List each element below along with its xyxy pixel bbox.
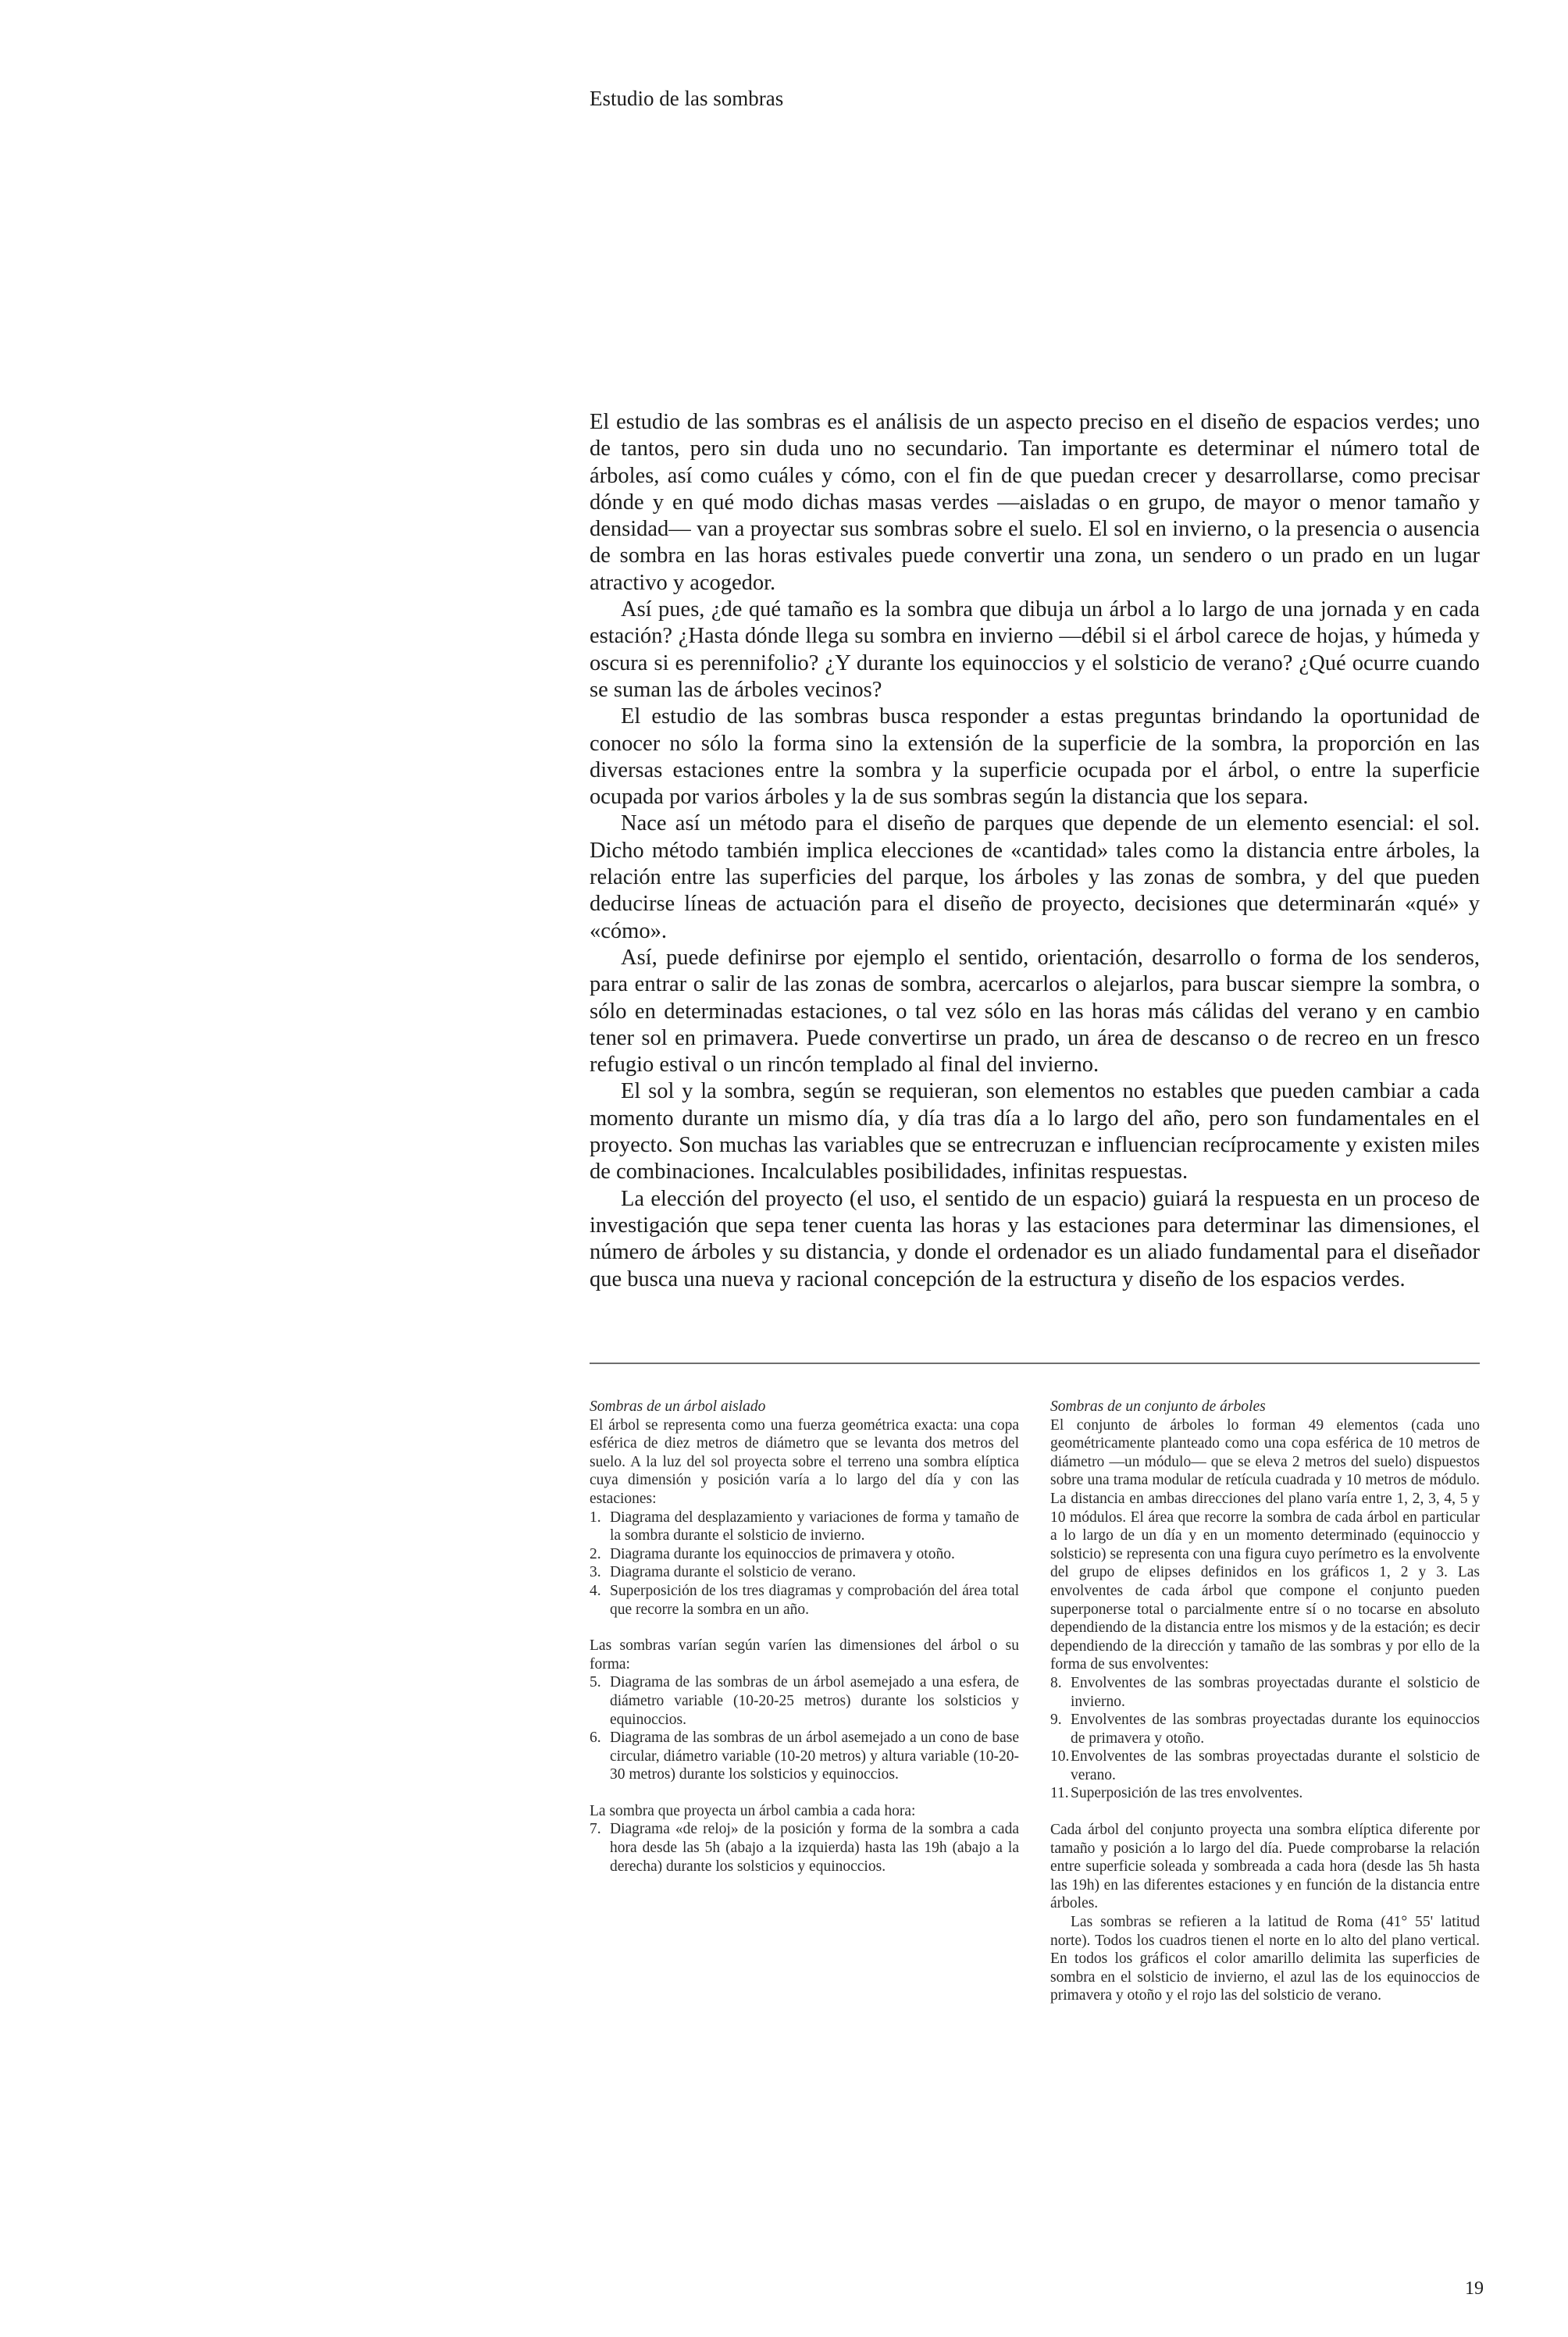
list-item-text: Envolventes de las sombras proyectadas durante el solsticio de invierno. bbox=[1071, 1674, 1480, 1710]
notes-left-title: Sombras de un árbol aislado bbox=[590, 1398, 766, 1415]
notes-right-intro: El conjunto de árboles lo forman 49 elementos (cada uno geométricamente planteado como una copa esférica de 10 metros de diámetro —un módulo— que se eleva 2 metros del suelo) dispuestos sobre una trama modular de retícula cuadrada y 10 metros de módulo. La distancia en ambas direcciones del plano varía entre 1, 2, 3, 4, 5 y 10 módulos. El área que recorre la sombra de cada árbol en particular a lo largo de un día y en un momento determinado (equinoccio y solsticio) se representa con una figura cuyo perímetro es la envolvente del grupo de elipses definidos en los gráficos 1, 2 y 3. Las envolventes de cada árbol que compone el conjunto pueden superponerse total o parcialmente entre sí o no tocarse en absoluto dependiendo de la distancia entre los mismos y de la estación; es decir dependiendo de la dirección y tamaño de las sombras y por ello de la forma de sus envolventes: bbox=[1050, 1416, 1480, 1673]
notes-left-list-2 bbox=[590, 1673, 1019, 1784]
notes-right-outro-1: Cada árbol del conjunto proyecta una sombra elíptica diferente por tamaño y posición a lo largo del día. Puede comprobarse la relación entre superficie soleada y sombreada a cada hora (desde las 5h hasta las 19h) en las diferentes estaciones y en función de la distancia entre árboles. bbox=[1050, 1822, 1480, 1912]
notes-left-list-3 bbox=[590, 1820, 1019, 1876]
list-item-text: Envolventes de las sombras proyectadas durante los equinoccios de primavera y otoño. bbox=[1071, 1712, 1480, 1747]
body-paragraph: El sol y la sombra, según se requieran, son elementos no estables que pueden cambiar a cada momento durante un mismo día, y día tras día a lo largo del año, pero son fundamentales en el proyecto. Son muchas las variables que se entrecruzan e influencian recíprocamente y existen miles de combinaciones. Incalculables posibilidades, infinitas respuestas. bbox=[590, 1079, 1480, 1185]
notes-left-intro-3: La sombra que proyecta un árbol cambia a cada hora: bbox=[590, 1802, 916, 1819]
notes-left-column bbox=[590, 1398, 1019, 1876]
notes-right-column bbox=[1050, 1398, 1480, 2005]
list-item bbox=[1050, 1711, 1480, 1747]
list-item bbox=[1050, 1674, 1480, 1711]
list-item bbox=[590, 1545, 1019, 1564]
body-paragraph: La elección del proyecto (el uso, el sentido de un espacio) guiará la respuesta en un proceso de investigación que sepa tener cuenta las horas y las estaciones para determinar las dimensiones, el número de árboles y su distancia, y donde el ordenador es un aliado fundamental para el diseñador que busca una nueva y racional concepción de la estructura y diseño de los espacios verdes. bbox=[590, 1186, 1480, 1291]
body-paragraph: Así, puede definirse por ejemplo el sentido, orientación, desarrollo o forma de los senderos, para entrar o salir de las zonas de sombra, acercarlos o alejarlos, para buscar siempre la sombra, o sólo en determinadas estaciones, o tal vez sólo en las horas más cálidas del verano y en cambio tener sol en primavera. Puede convertirse un prado, un área de descanso o de recreo en un fresco refugio estival o un rincón templado al final del invierno. bbox=[590, 945, 1480, 1078]
list-item bbox=[590, 1673, 1019, 1729]
body-paragraph: Nace así un método para el diseño de parques que depende de un elemento esencial: el sol. Dicho método también implica elecciones de «cantidad» tales como la distancia entre árboles, la relación entre las superficies del parque, los árboles y las zonas de sombra, y del que pueden deducirse líneas de actuación para el diseño de proyecto, decisiones que determinarán «qué» y «cómo». bbox=[590, 811, 1480, 943]
list-item bbox=[1050, 1747, 1480, 1784]
list-item-number: 9. bbox=[1050, 1712, 1062, 1729]
running-head: Estudio de las sombras bbox=[590, 87, 784, 110]
notes-left-intro-2: Las sombras varían según varíen las dimensiones del árbol o su forma: bbox=[590, 1637, 1019, 1673]
list-item-number: 6. bbox=[590, 1730, 601, 1747]
list-item-number: 10. bbox=[1050, 1748, 1070, 1765]
list-item bbox=[1050, 1784, 1480, 1803]
list-item-number: 11. bbox=[1050, 1785, 1069, 1802]
list-item-number: 2. bbox=[590, 1545, 601, 1562]
list-item-text: Superposición de los tres diagramas y comprobación del área total que recorre la sombra en un año. bbox=[610, 1582, 1019, 1618]
notes-left-intro: El árbol se representa como una fuerza geométrica exacta: una copa esférica de diez metros de diámetro que se levanta dos metros del suelo. A la luz del sol proyecta sobre el terreno una sombra elíptica cuya dimensión y posición varía a lo largo del día y con las estaciones: bbox=[590, 1416, 1019, 1507]
list-item-number: 1. bbox=[590, 1509, 601, 1526]
list-item bbox=[590, 1582, 1019, 1619]
list-item bbox=[590, 1820, 1019, 1876]
list-item-text: Superposición de las tres envolventes. bbox=[1071, 1785, 1303, 1802]
list-item-text: Diagrama de las sombras de un árbol asemejado a un cono de base circular, diámetro variable (10-20 metros) y altura variable (10-20-30 metros) durante los solsticios y equinoccios. bbox=[610, 1730, 1019, 1783]
list-item-text: Diagrama durante el solsticio de verano. bbox=[610, 1564, 857, 1581]
list-item bbox=[590, 1563, 1019, 1582]
list-item-text: Envolventes de las sombras proyectadas durante el solsticio de verano. bbox=[1071, 1748, 1480, 1783]
list-item-number: 7. bbox=[590, 1821, 601, 1838]
list-item-number: 8. bbox=[1050, 1674, 1062, 1691]
notes-right-list bbox=[1050, 1674, 1480, 1803]
list-item-number: 4. bbox=[590, 1582, 601, 1599]
notes-right-outro-2: Las sombras se refieren a la latitud de Roma (41° 55' latitud norte). Todos los cuadros tienen el norte en lo alto del plano vertical. En todos los gráficos el color amarillo delimita las superficies de sombra en el solsticio de invierno, el azul las de los equinoccios de primavera y otoño y el rojo las del solsticio de verano. bbox=[1050, 1914, 1480, 2004]
list-item-text: Diagrama «de reloj» de la posición y forma de la sombra a cada hora desde las 5h (abajo a la izquierda) hasta las 19h (abajo a la derecha) durante los solsticios y equinoccios. bbox=[610, 1821, 1019, 1875]
main-body-text bbox=[590, 409, 1480, 1293]
page-number: 19 bbox=[1465, 2278, 1484, 2299]
section-divider bbox=[590, 1363, 1480, 1364]
list-item-number: 5. bbox=[590, 1674, 601, 1691]
list-item-text: Diagrama de las sombras de un árbol asemejado a una esfera, de diámetro variable (10-20-25 metros) durante los solsticios y equinoccios. bbox=[610, 1674, 1019, 1728]
notes-right-title: Sombras de un conjunto de árboles bbox=[1050, 1398, 1266, 1415]
list-item bbox=[590, 1509, 1019, 1545]
list-item bbox=[590, 1729, 1019, 1784]
list-item-text: Diagrama del desplazamiento y variaciones de forma y tamaño de la sombra durante el solsticio de invierno. bbox=[610, 1509, 1019, 1544]
list-item-text: Diagrama durante los equinoccios de primavera y otoño. bbox=[610, 1545, 955, 1562]
body-paragraph: Así pues, ¿de qué tamaño es la sombra que dibuja un árbol a lo largo de una jornada y en cada estación? ¿Hasta dónde llega su sombra en invierno —débil si el árbol carece de hojas, y húmeda y oscura si es perennifolio? ¿Y durante los equinoccios y el solsticio de verano? ¿Qué ocurre cuando se suman las de árboles vecinos? bbox=[590, 597, 1480, 702]
body-paragraph: El estudio de las sombras busca responder a estas preguntas brindando la oportunidad de conocer no sólo la forma sino la extensión de la superficie de la sombra, la proporción en las diversas estaciones entre la sombra y la superficie ocupada por el árbol, o entre la superficie ocupada por varios árboles y la de sus sombras según la distancia que los separa. bbox=[590, 704, 1480, 810]
notes-left-list-1 bbox=[590, 1509, 1019, 1619]
list-item-number: 3. bbox=[590, 1564, 601, 1581]
body-paragraph: El estudio de las sombras es el análisis de un aspecto preciso en el diseño de espacios verdes; uno de tantos, pero sin duda uno no secundario. Tan importante es determinar el número total de árboles, así como cuáles y cómo, con el fin de que puedan crecer y desarrollarse, como precisar dónde y en qué modo dichas masas verdes —aisladas o en grupo, de mayor o menor tamaño y densidad— van a proyectar sus sombras sobre el suelo. El sol en invierno, o la presencia o ausencia de sombra en las horas estivales puede convertir una zona, un sendero o un prado en un lugar atractivo y acogedor. bbox=[590, 410, 1480, 595]
